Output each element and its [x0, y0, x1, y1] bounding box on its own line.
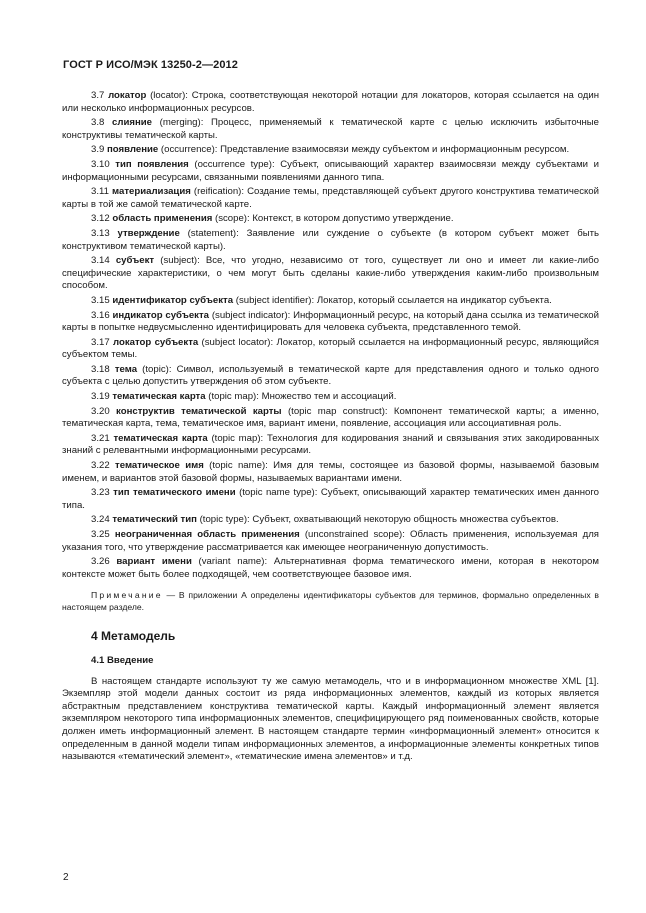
definition-item — [62, 213, 599, 226]
definition-term: неограниченная область применения — [114, 529, 300, 540]
definition-item — [62, 391, 599, 404]
definition-term: тематическое имя — [115, 460, 204, 472]
definition-text: (scope): Контекст, в котором допустимо утверждение. — [212, 213, 454, 225]
definition-number: 3.26 — [91, 556, 110, 568]
definition-item — [62, 487, 599, 512]
definition-item — [62, 255, 599, 293]
definition-text: (occurrence type): Субъект, описывающий характер взаимосвязи между субъектами и информационными ресурсами, связанными появлениями данного типа. — [62, 158, 599, 183]
definition-term: тема — [114, 363, 138, 375]
definition-number: 3.22 — [91, 460, 110, 472]
definition-term: индикатор субъекта — [112, 309, 210, 321]
definition-item — [62, 514, 599, 527]
definition-number: 3.14 — [91, 255, 110, 267]
definition-item — [62, 364, 599, 389]
definition-term: локатор — [108, 90, 147, 101]
definition-term: материализация — [112, 186, 191, 198]
definition-text: (reification): Создание темы, представляющей субъект другого конструктива тематической карты в той же самой тематической карте. — [62, 186, 599, 210]
definition-number: 3.20 — [91, 405, 110, 417]
subsection-title: 4.1 Введение — [91, 654, 154, 666]
definition-term: тематическая карта — [113, 432, 208, 444]
definition-number: 3.8 — [91, 117, 105, 129]
definition-text: (locator): Строка, соответствующая некоторой нотации для локаторов, которая ссылается на один или несколько информационных ресурсов. — [62, 90, 599, 114]
definition-text: (topic type): Субъект, охватывающий некоторую общность множества субъектов. — [196, 514, 559, 526]
definition-term: тематическая карта — [112, 391, 206, 403]
definition-number: 3.23 — [91, 487, 110, 499]
definition-number: 3.17 — [91, 336, 110, 348]
definition-item — [62, 406, 599, 431]
definition-number: 3.18 — [91, 363, 110, 375]
intro-paragraph: В настоящем стандарте используют ту же самую метамодель, что и в информационном множестве XML [1]. Экземпляр этой модели данных состоит из ряда информационных элементов, каждый из которых является абстрактным представлением конструктива тематической карты. Каждый информационный элемент является экземпляром некоторого типа информационных элементов, специфицирующего ряд поименованных свойств, которые должен иметь информационный элемент. В настоящем стандарте термин «информационный элемент» относится к определенным в данной модели типам информационных элементов, а информационные элементы конкретных типов называются «тематический элемент», «тематические имена элементов» и т.д. — [62, 675, 599, 763]
definition-item — [62, 460, 599, 485]
definition-term: тип тематического имени — [113, 487, 236, 499]
definition-item — [62, 144, 599, 157]
definition-term: тип появления — [115, 158, 189, 170]
definition-text: (topic): Символ, используемый в тематической карте для представления одного и только одного субъекта с целью допустить утверждения об этом субъекте. — [62, 363, 599, 388]
definition-number: 3.15 — [91, 294, 110, 306]
definition-text: (topic name): Имя для темы, состоящее из базовой формы, называемой базовым именем, и вариантов этой базовой формы, называемых вариантами имени. — [62, 460, 599, 484]
section-title: 4 Метамодель — [91, 629, 176, 644]
definition-term: конструктив тематической карты — [116, 405, 282, 417]
definition-term: идентификатор субъекта — [112, 294, 234, 306]
definition-text: (merging): Процесс, применяемый к тематической карте с целью исключить избыточные конструктивы тематической карты. — [62, 117, 599, 141]
definition-item — [62, 117, 599, 142]
definition-text: (subject indicator): Информационный ресурс, на который дана ссылка из тематической карты в попытке недвусмысленно идентифицировать для человека субъекта, представленного темой. — [62, 309, 599, 334]
definition-number: 3.21 — [91, 432, 110, 444]
definition-number: 3.25 — [91, 529, 110, 540]
definition-text: (topic name type): Субъект, описывающий характер тематических имен данного типа. — [62, 487, 599, 511]
definition-number: 3.9 — [91, 144, 105, 156]
definition-term: субъект — [115, 255, 155, 267]
definition-number: 3.11 — [91, 186, 109, 198]
definition-term: локатор субъекта — [113, 336, 199, 348]
definition-text: (topic map): Технология для кодирования знаний и связывания этих закодированных знаний с релевантными информационными ресурсами. — [62, 432, 600, 457]
definition-item — [62, 159, 599, 184]
definition-item — [62, 90, 599, 115]
definition-number: 3.7 — [91, 90, 105, 101]
definition-item — [62, 529, 599, 554]
definition-text: (topic map construct): Компонент тематической карты; а именно, тематическая карта, тема, тематическое имя, вариант имени, появление, ассоциация или ассоциативная роль. — [62, 405, 599, 430]
definition-term: утверждение — [117, 227, 180, 239]
definition-term: слияние — [112, 117, 152, 129]
definition-term: тематический тип — [112, 514, 197, 526]
definition-term: вариант имени — [116, 556, 192, 568]
definition-text: (variant name): Альтернативная форма тематического имени, которая в некотором контексте может быть более подходящей, чем соответствующее базовое имя. — [62, 556, 599, 580]
definition-number: 3.24 — [91, 514, 110, 526]
note — [62, 589, 599, 613]
note-text: — В приложении А определены идентификаторы субъектов для терминов, формально определенных в настоящем разделе. — [62, 590, 599, 613]
definition-number: 3.13 — [91, 227, 110, 239]
definition-item — [62, 556, 599, 581]
definition-item — [62, 337, 599, 362]
page-number: 2 — [63, 872, 69, 883]
definitions-list — [62, 90, 599, 581]
definition-item — [62, 433, 599, 458]
note-label: Примечание — [91, 590, 163, 601]
definition-item — [62, 228, 599, 253]
document-header: ГОСТ Р ИСО/МЭК 13250-2—2012 — [63, 59, 238, 71]
definition-number: 3.16 — [91, 309, 110, 321]
definition-term: область применения — [112, 213, 213, 225]
definition-number: 3.12 — [91, 213, 110, 225]
definition-text: (occurrence): Представление взаимосвязи между субъектом и информационным ресурсом. — [158, 144, 570, 156]
definition-text: (subject): Все, что угодно, независимо от того, существует ли оно и имеет ли какие-либо специфические характеристики, о чем могут быть сделаны какие-либо утверждения каким-либо произвольным способом. — [62, 255, 599, 292]
definition-text: (statement): Заявление или суждение о субъекте (в котором субъект может быть конструктивом тематической карты). — [62, 227, 600, 252]
definition-term: появление — [107, 144, 159, 156]
definition-item — [62, 295, 599, 308]
definition-number: 3.19 — [91, 391, 110, 403]
definition-text: (subject locator): Локатор, который ссылается на информационный ресурс, являющийся субъектом темы. — [62, 336, 599, 361]
definition-item — [62, 186, 599, 211]
definition-text: (unconstrained scope): Область применения, используемая для указания того, что утверждение рассматривается как имеющее неограниченную допустимость. — [62, 529, 599, 553]
definition-text: (topic map): Множество тем и ассоциаций. — [205, 391, 397, 403]
definition-text: (subject identifier): Локатор, который ссылается на индикатор субъекта. — [233, 294, 552, 306]
definition-number: 3.10 — [91, 158, 110, 170]
page-content — [62, 90, 599, 764]
definition-item — [62, 310, 599, 335]
